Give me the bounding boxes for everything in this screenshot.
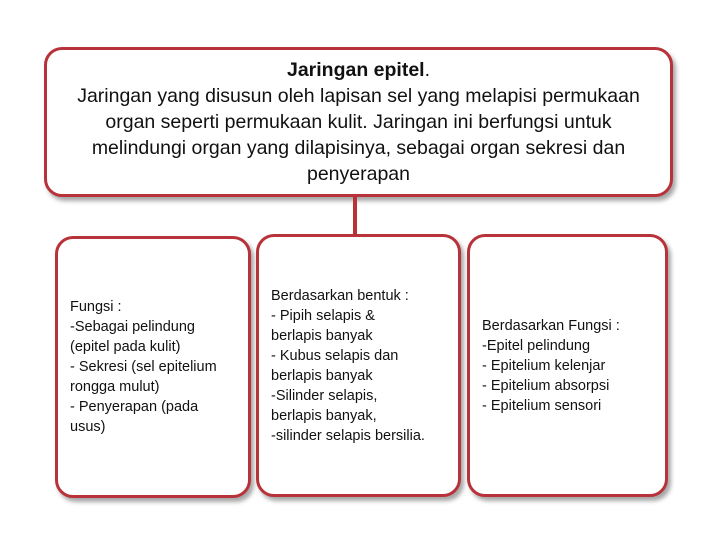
shape-types-box xyxy=(256,234,461,497)
concept-title-bold: Jaringan epitel xyxy=(286,59,425,81)
function-types-line: - Epitelium sensori xyxy=(482,397,602,414)
main-concept-box xyxy=(44,47,673,197)
connector-line xyxy=(353,197,357,237)
function-types-line: - Epitelium absorpsi xyxy=(482,377,610,394)
shape-types-line: berlapis banyak, xyxy=(271,407,377,424)
shape-types-line: berlapis banyak xyxy=(271,367,373,384)
function-types-box xyxy=(467,234,668,497)
functions-line: usus) xyxy=(70,419,106,435)
functions-line: - Penyerapan (pada xyxy=(70,399,199,415)
function-types-line: Berdasarkan Fungsi : xyxy=(482,317,620,334)
concept-description: Jaringan yang disusun oleh lapisan sel yang melapisi permukaan organ seperti permukaan kulit. Jaringan ini berfungsi untuk melindungi organ yang dilapisinya, sebagai organ sekresi dan penyerapan xyxy=(77,85,640,185)
functions-line: - Sekresi (sel epitelium xyxy=(70,359,217,375)
functions-line: Fungsi : xyxy=(70,299,122,315)
functions-box xyxy=(55,236,251,498)
shape-types-line: -silinder selapis bersilia. xyxy=(271,427,425,444)
shape-types-line: Berdasarkan bentuk : xyxy=(271,287,409,304)
function-types-line: - Epitelium kelenjar xyxy=(482,357,606,374)
functions-line: (epitel pada kulit) xyxy=(70,339,181,355)
shape-types-line: -Silinder selapis, xyxy=(271,387,378,404)
concept-title-suffix: . xyxy=(424,59,431,81)
functions-line: rongga mulut) xyxy=(70,379,160,395)
concept-title xyxy=(287,57,430,83)
shape-types-line: - Kubus selapis dan xyxy=(271,347,399,364)
shape-types-line: berlapis banyak xyxy=(271,327,373,344)
shape-types-line: - Pipih selapis & xyxy=(271,307,375,324)
functions-line: -Sebagai pelindung xyxy=(70,319,195,335)
function-types-line: -Epitel pelindung xyxy=(482,337,591,354)
